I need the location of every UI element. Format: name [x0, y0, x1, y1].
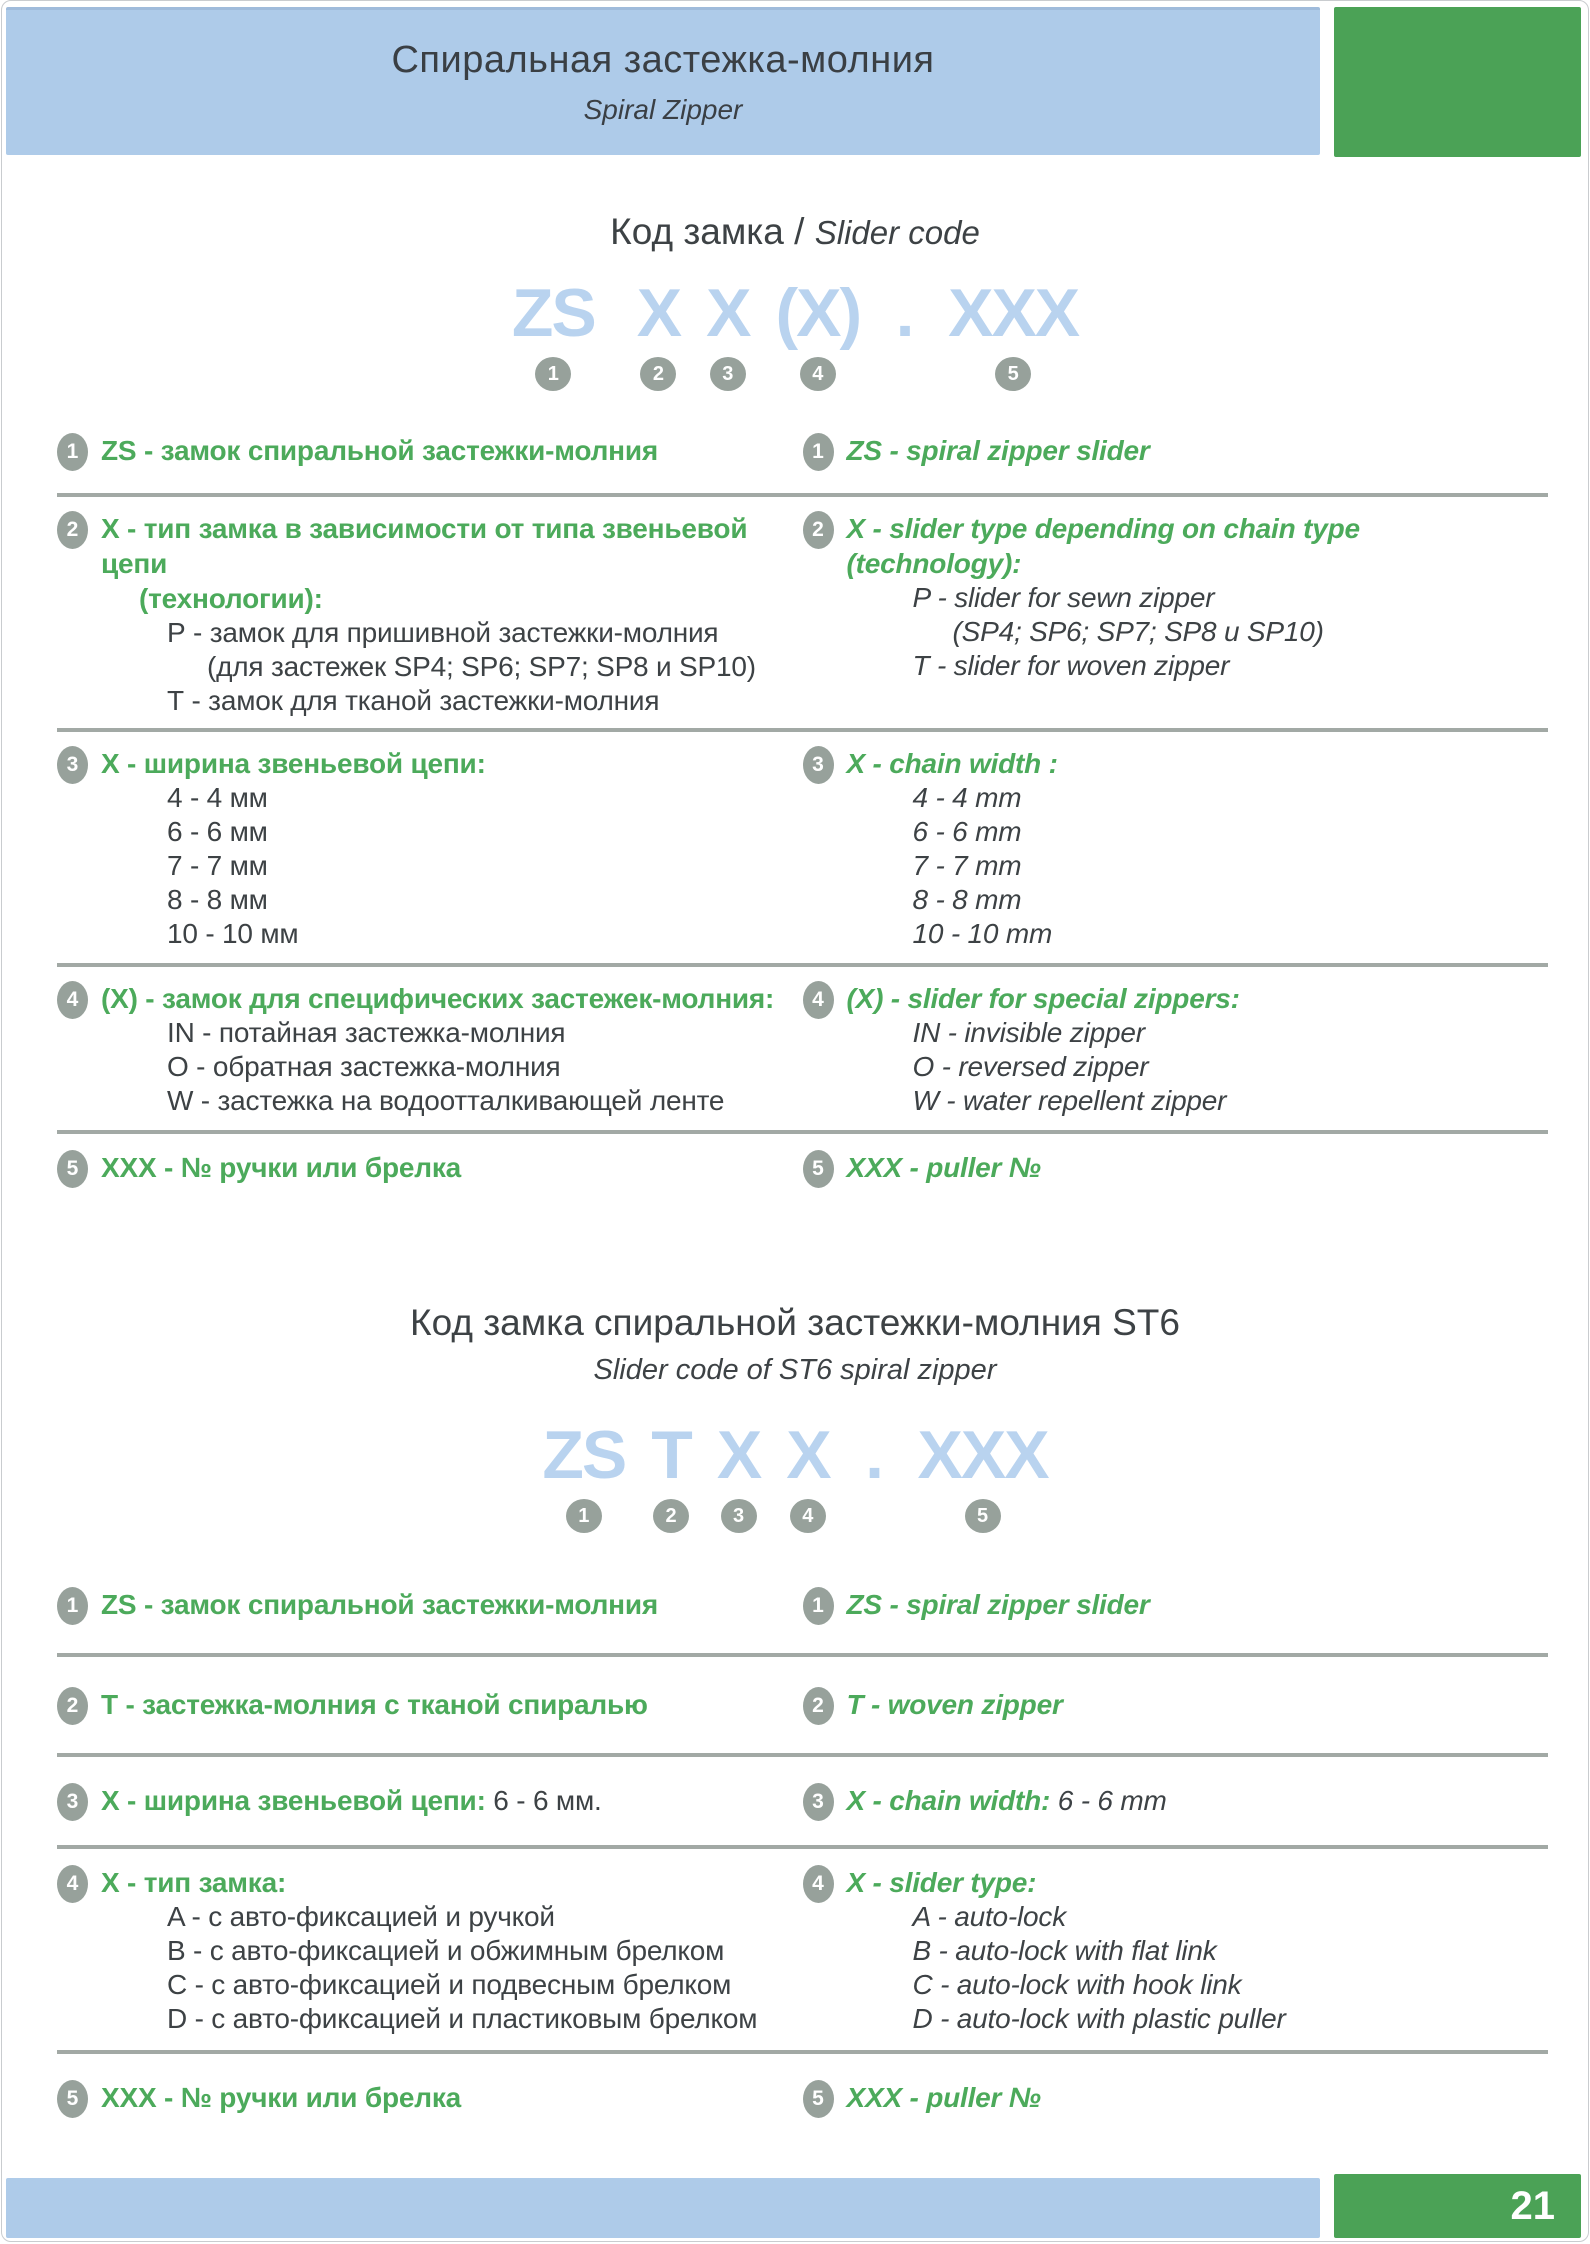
- legend-row-3: [57, 1753, 1548, 1845]
- item-number-badge: 4: [803, 1865, 834, 1903]
- item-en: [803, 1849, 1549, 2050]
- code-segment: [651, 1417, 691, 1533]
- legend-row-5: [57, 1130, 1548, 1210]
- item-ru: [57, 417, 803, 493]
- item-number-badge: 5: [803, 2080, 834, 2118]
- item-label-green: X - chain width:: [846, 1785, 1051, 1816]
- item-sub: D - с авто-фиксацией и пластиковым брелком: [167, 2003, 758, 2034]
- legend-row-4: [57, 963, 1548, 1130]
- item-number-badge: 4: [57, 1865, 88, 1903]
- item-sub: B - с авто-фиксацией и обжимным брелком: [167, 1935, 725, 1966]
- code-segment: [856, 1417, 892, 1533]
- item-sub: A - auto-lock: [912, 1901, 1067, 1932]
- legend-row-1: [57, 417, 1548, 493]
- legend-row-3: [57, 728, 1548, 963]
- item-number-badge: 2: [803, 1687, 834, 1725]
- code-char: (X): [775, 275, 861, 351]
- item-sub: C - с авто-фиксацией и подвесным брелком: [167, 1969, 732, 2000]
- slider-code-display-1: [2, 275, 1588, 391]
- item-sub: 4 - 4 мм: [167, 782, 268, 813]
- footer-bar: [6, 2178, 1320, 2238]
- item-label: XXX - № ручки или брелка: [101, 2082, 462, 2113]
- code-char: XXX: [917, 1417, 1048, 1493]
- code-segment: [706, 275, 750, 391]
- code-number-badge: 4: [800, 357, 836, 391]
- item-sub: 7 - 7 мм: [167, 850, 268, 881]
- item-ru: [57, 1134, 803, 1210]
- item-number-badge: 3: [803, 1783, 834, 1821]
- code-number-badge: 1: [535, 357, 571, 391]
- header-title-ru: Спиральная застежка-молния: [391, 39, 935, 81]
- item-number-badge: 2: [57, 1687, 88, 1725]
- section1-title: [2, 211, 1588, 253]
- item-label: ZS - spiral zipper slider: [846, 435, 1150, 466]
- item-number-badge: 2: [57, 511, 88, 549]
- code-char: XXX: [948, 275, 1079, 351]
- item-sub: (для застежек SP4; SP6; SP7; SP8 и SP10): [207, 651, 756, 682]
- item-sub: 4 - 4 mm: [912, 782, 1022, 813]
- item-sub: Р - замок для пришивной застежки-молния: [167, 617, 719, 648]
- item-en: [803, 1757, 1549, 1845]
- code-number-badge: 2: [640, 357, 676, 391]
- item-label-green: X - ширина звеньевой цепи:: [101, 1785, 486, 1816]
- item-en: [803, 2054, 1549, 2142]
- item-number-badge: 1: [803, 1587, 834, 1625]
- header-title-en: Spiral Zipper: [583, 94, 743, 125]
- item-sub: Т - замок для тканой застежки-молния: [167, 685, 660, 716]
- item-label: X - ширина звеньевой цепи:: [101, 748, 486, 779]
- code-number-badge: 2: [653, 1499, 689, 1533]
- code-segment: [775, 275, 861, 391]
- item-number-badge: 5: [57, 2080, 88, 2118]
- item-label: ZS - замок спиральной застежки-молния: [101, 435, 659, 466]
- item-label: XXX - № ручки или брелка: [101, 1152, 462, 1183]
- item-sub: 10 - 10 mm: [912, 918, 1053, 949]
- item-label-line2: (технологии):: [139, 583, 323, 614]
- item-sub: IN - потайная застежка-молния: [167, 1017, 566, 1048]
- page-header: [2, 1, 1588, 157]
- item-label: [101, 1783, 602, 1818]
- item-en: [803, 732, 1549, 963]
- legend-row-2: [57, 493, 1548, 728]
- item-number-badge: 3: [57, 1783, 88, 1821]
- legend-row-1: [57, 1557, 1548, 1653]
- item-label: ZS - замок спиральной застежки-молния: [101, 1589, 659, 1620]
- item-label-value: 6 - 6 мм.: [493, 1785, 602, 1816]
- code-char: X: [716, 1417, 761, 1493]
- item-sub: IN - invisible zipper: [912, 1017, 1145, 1048]
- page-number: 21: [1510, 2183, 1555, 2228]
- code-number-badge: 3: [721, 1499, 757, 1533]
- code-number-badge: 1: [566, 1499, 602, 1533]
- item-number-badge: 3: [803, 746, 834, 784]
- item-sub: D - auto-lock with plastic puller: [912, 2003, 1286, 2034]
- item-label: X - slider type:: [846, 1867, 1037, 1898]
- item-sub: 6 - 6 мм: [167, 816, 268, 847]
- legend-row-4: [57, 1845, 1548, 2050]
- code-char: X: [636, 275, 681, 351]
- legend-row-5: [57, 2050, 1548, 2142]
- code-char: .: [895, 275, 913, 351]
- item-number-badge: 4: [57, 981, 88, 1019]
- section1-title-en: Slider code: [814, 214, 980, 251]
- item-label: ZS - spiral zipper slider: [846, 1589, 1150, 1620]
- code-char: ZS: [542, 1417, 626, 1493]
- item-ru: [57, 2054, 803, 2142]
- footer-accent-block: [1334, 2174, 1581, 2238]
- item-label: T - woven zipper: [846, 1689, 1063, 1720]
- item-ru: [57, 1657, 803, 1753]
- item-number-badge: 1: [57, 433, 88, 471]
- item-ru: [57, 1557, 803, 1653]
- item-label: X - slider type depending on chain type (technology):: [846, 513, 1360, 579]
- code-segment: [786, 1417, 830, 1533]
- item-sub: T - slider for woven zipper: [912, 650, 1230, 681]
- code-char: X: [786, 1417, 830, 1493]
- slider-code-display-2: [2, 1417, 1588, 1533]
- item-en: [803, 417, 1549, 493]
- item-en: [803, 1134, 1549, 1210]
- item-label-value: 6 - 6 mm: [1057, 1785, 1167, 1816]
- item-sub: 10 - 10 мм: [167, 918, 299, 949]
- code-segment: [886, 275, 922, 391]
- code-segment: [636, 275, 681, 391]
- item-ru: [57, 1849, 803, 2050]
- item-number-badge: 1: [803, 433, 834, 471]
- code-segment: [917, 1417, 1048, 1533]
- item-sub: W - застежка на водоотталкивающей ленте: [167, 1085, 725, 1116]
- item-label: [847, 1783, 1167, 1818]
- item-sub: C - auto-lock with hook link: [912, 1969, 1242, 2000]
- page-footer: [6, 2174, 1581, 2238]
- item-label: X - chain width :: [846, 748, 1058, 779]
- code-number-badge: 3: [710, 357, 746, 391]
- item-label: XXX - puller №: [846, 2082, 1041, 2113]
- header-title-bar: [6, 7, 1320, 155]
- item-number-badge: 4: [803, 981, 834, 1019]
- item-label: XXX - puller №: [846, 1152, 1041, 1183]
- item-ru: [57, 967, 803, 1130]
- header-accent-block: [1334, 7, 1581, 157]
- item-label: X - тип замка:: [101, 1867, 287, 1898]
- item-label: T - застежка-молния с тканой спиралью: [101, 1689, 648, 1720]
- catalog-page: [1, 0, 1589, 2242]
- item-number-badge: 2: [803, 511, 834, 549]
- item-ru: [57, 1757, 803, 1845]
- code-segment: [948, 275, 1079, 391]
- code-number-badge: 5: [995, 357, 1031, 391]
- section2-title-en: Slider code of ST6 spiral zipper: [593, 1354, 997, 1386]
- section1-title-ru: Код замка /: [610, 211, 805, 252]
- item-sub: 6 - 6 mm: [912, 816, 1022, 847]
- item-sub: (SP4; SP6; SP7; SP8 и SP10): [952, 616, 1324, 647]
- section2-legend: [57, 1557, 1548, 2142]
- code-segment: [542, 1417, 626, 1533]
- item-ru: [57, 497, 803, 728]
- item-sub: О - обратная застежка-молния: [167, 1051, 561, 1082]
- code-char: ZS: [511, 275, 595, 351]
- legend-row-2: [57, 1653, 1548, 1753]
- item-en: [803, 1657, 1549, 1753]
- code-segment: [511, 275, 595, 391]
- code-char: .: [865, 1417, 882, 1493]
- item-en: [803, 1557, 1549, 1653]
- code-number-badge: 4: [790, 1499, 826, 1533]
- code-segment: [716, 1417, 761, 1533]
- item-sub: O - reversed zipper: [912, 1051, 1149, 1082]
- item-number-badge: 1: [57, 1587, 88, 1625]
- item-sub: 7 - 7 mm: [912, 850, 1022, 881]
- item-sub: 8 - 8 mm: [912, 884, 1022, 915]
- item-sub: 8 - 8 мм: [167, 884, 268, 915]
- item-number-badge: 5: [803, 1150, 834, 1188]
- section1-legend: [57, 417, 1548, 1210]
- section2-title-ru: Код замка спиральной застежки-молния ST6: [410, 1302, 1180, 1343]
- item-sub: W - water repellent zipper: [912, 1085, 1227, 1116]
- item-number-badge: 5: [57, 1150, 88, 1188]
- item-number-badge: 3: [57, 746, 88, 784]
- item-en: [803, 497, 1549, 728]
- item-en: [803, 967, 1549, 1130]
- item-sub: P - slider for sewn zipper: [912, 582, 1215, 613]
- code-char: X: [706, 275, 750, 351]
- item-label: (X) - замок для специфических застежек-молния:: [101, 983, 775, 1014]
- code-number-badge: 5: [965, 1499, 1001, 1533]
- code-char: T: [651, 1417, 691, 1493]
- item-label: X - тип замка в зависимости от типа звеньевой цепи: [101, 513, 748, 579]
- item-ru: [57, 732, 803, 963]
- item-sub: B - auto-lock with flat link: [912, 1935, 1217, 1966]
- item-label: (X) - slider for special zippers:: [846, 983, 1240, 1014]
- item-sub: A - с авто-фиксацией и ручкой: [167, 1901, 555, 1932]
